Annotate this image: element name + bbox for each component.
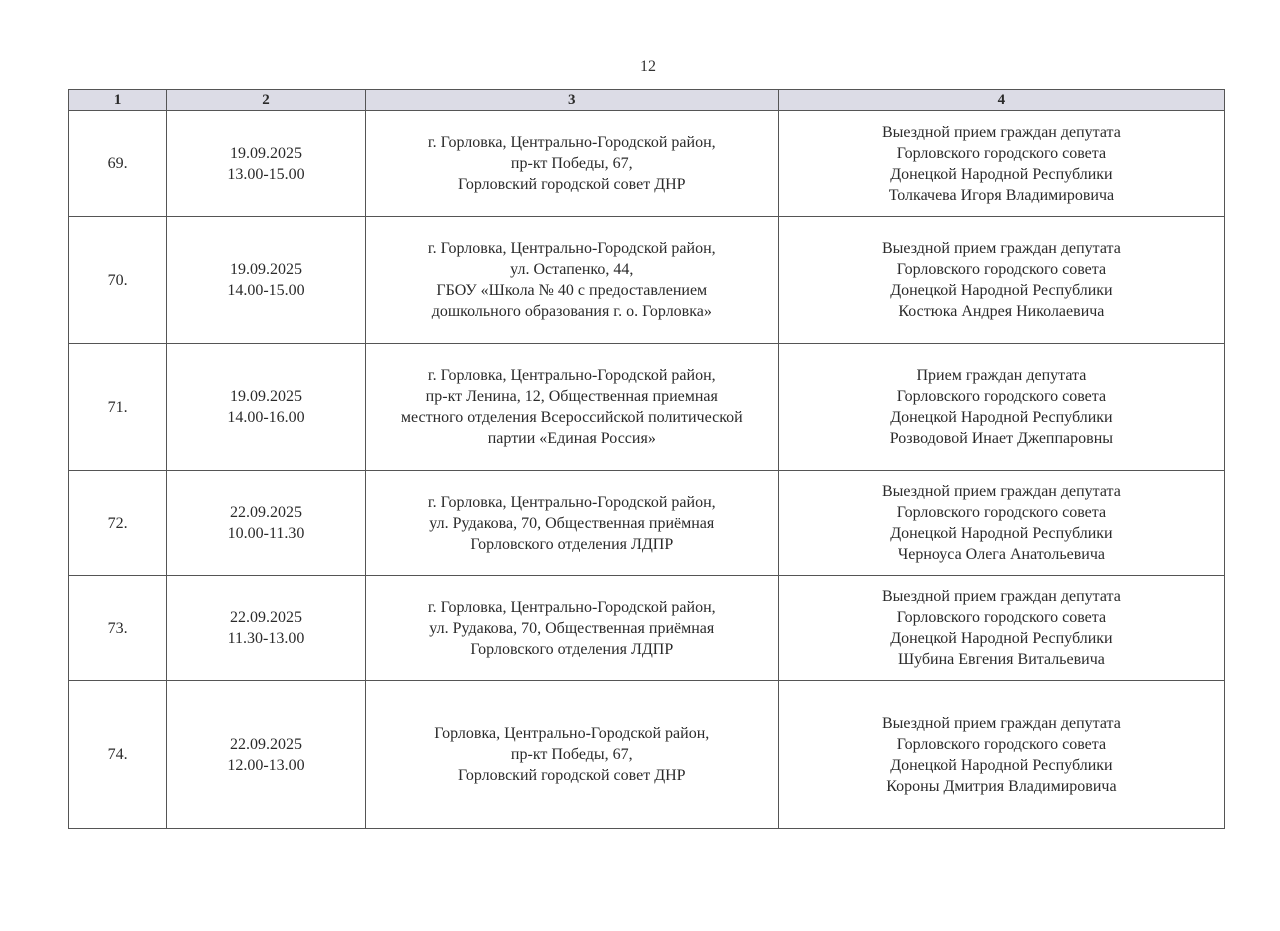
date-time-cell xyxy=(167,681,366,829)
time-text: 14.00-15.00 xyxy=(227,282,305,299)
event-line: Толкачева Игоря Владимировича xyxy=(888,186,1115,204)
time-text: 10.00-11.30 xyxy=(227,525,305,542)
place-cell xyxy=(365,681,778,829)
row-number: 70. xyxy=(69,217,167,344)
table-row xyxy=(69,111,1225,217)
time-text: 12.00-13.00 xyxy=(227,756,305,774)
event-line: Горловского городского совета xyxy=(896,388,1107,405)
row-number: 69. xyxy=(69,111,167,217)
date-text: 19.09.2025 xyxy=(230,261,302,278)
place-cell xyxy=(365,576,778,681)
place-line: пр-кт Победы, 67, xyxy=(510,746,633,763)
event-line: Донецкой Народной Республики xyxy=(890,409,1113,426)
event-line: Выездной прием граждан депутата xyxy=(881,483,1121,500)
place-line: пр-кт Победы, 67, xyxy=(510,155,633,172)
date-time-cell xyxy=(167,111,366,217)
event-line: Шубина Евгения Витальевича xyxy=(897,651,1105,668)
place-line: ул. Рудакова, 70, Общественная приёмная xyxy=(429,514,715,532)
column-header-4: 4 xyxy=(778,90,1224,111)
date-time-cell xyxy=(167,471,366,576)
place-line: г. Горловка, Центрально-Городской район, xyxy=(427,598,716,616)
schedule-table xyxy=(68,89,1225,829)
row-number: 73. xyxy=(69,576,167,681)
place-line: г. Горловка, Центрально-Городской район, xyxy=(427,134,716,151)
event-line: Черноуса Олега Анатольевича xyxy=(897,546,1105,563)
event-cell xyxy=(778,111,1224,217)
column-header-3: 3 xyxy=(365,90,778,111)
date-text: 22.09.2025 xyxy=(230,609,302,626)
page-number: 12 xyxy=(640,58,656,75)
place-line: Горловка, Центрально-Городской район, xyxy=(434,725,710,742)
event-line: Донецкой Народной Республики xyxy=(890,282,1113,299)
event-line: Горловского городского совета xyxy=(896,609,1107,626)
date-text: 22.09.2025 xyxy=(230,504,302,521)
event-line: Выездной прием граждан депутата xyxy=(881,123,1121,141)
table-row xyxy=(69,576,1225,681)
time-text: 13.00-15.00 xyxy=(227,165,305,183)
event-cell xyxy=(778,217,1224,344)
event-line: Горловского городского совета xyxy=(896,261,1107,278)
header-row xyxy=(69,90,1225,111)
place-line: дошкольного образования г. о. Горловка» xyxy=(431,303,712,320)
event-line: Выездной прием граждан депутата xyxy=(881,240,1121,257)
date-text: 19.09.2025 xyxy=(230,144,302,162)
event-line: Донецкой Народной Республики xyxy=(890,756,1113,774)
place-line: Горловский городской совет ДНР xyxy=(457,176,686,193)
table-row xyxy=(69,681,1225,829)
place-line: г. Горловка, Центрально-Городской район, xyxy=(427,493,716,511)
event-line: Горловского городского совета xyxy=(896,144,1107,162)
event-line: Розводовой Инает Джеппаровны xyxy=(889,430,1114,447)
place-line: партии «Единая Россия» xyxy=(487,430,656,447)
place-line: Горловский городской совет ДНР xyxy=(457,767,686,784)
place-line: местного отделения Всероссийской политической xyxy=(400,409,743,426)
place-line: Горловского отделения ЛДПР xyxy=(470,640,674,658)
place-line: Горловского отделения ЛДПР xyxy=(470,535,674,553)
place-line: ул. Рудакова, 70, Общественная приёмная xyxy=(429,619,715,637)
time-text: 14.00-16.00 xyxy=(227,409,305,426)
time-text: 11.30-13.00 xyxy=(227,630,305,647)
place-line: пр-кт Ленина, 12, Общественная приемная xyxy=(425,388,718,405)
date-time-cell xyxy=(167,344,366,471)
event-line: Выездной прием граждан депутата xyxy=(881,714,1121,732)
event-cell xyxy=(778,576,1224,681)
event-line: Горловского городского совета xyxy=(896,735,1107,753)
table-row xyxy=(69,344,1225,471)
event-cell xyxy=(778,471,1224,576)
date-text: 19.09.2025 xyxy=(230,388,302,405)
place-cell xyxy=(365,111,778,217)
row-number: 72. xyxy=(69,471,167,576)
event-line: Донецкой Народной Республики xyxy=(890,165,1113,183)
place-cell xyxy=(365,344,778,471)
place-line: г. Горловка, Центрально-Городской район, xyxy=(427,240,716,257)
event-line: Донецкой Народной Республики xyxy=(890,525,1113,542)
event-line: Выездной прием граждан депутата xyxy=(881,588,1121,605)
date-text: 22.09.2025 xyxy=(230,735,302,753)
place-line: ул. Остапенко, 44, xyxy=(510,261,634,278)
row-number: 71. xyxy=(69,344,167,471)
event-cell xyxy=(778,681,1224,829)
row-number: 74. xyxy=(69,681,167,829)
event-line: Донецкой Народной Республики xyxy=(890,630,1113,647)
table-row xyxy=(69,217,1225,344)
place-line: ГБОУ «Школа № 40 с предоставлением xyxy=(436,282,708,299)
date-time-cell xyxy=(167,576,366,681)
place-cell xyxy=(365,471,778,576)
place-cell xyxy=(365,217,778,344)
table-row xyxy=(69,471,1225,576)
place-line: г. Горловка, Центрально-Городской район, xyxy=(427,367,716,384)
column-header-2: 2 xyxy=(167,90,366,111)
event-cell xyxy=(778,344,1224,471)
event-line: Костюка Андрея Николаевича xyxy=(898,303,1105,320)
column-header-1: 1 xyxy=(69,90,167,111)
date-time-cell xyxy=(167,217,366,344)
event-line: Короны Дмитрия Владимировича xyxy=(886,777,1117,795)
event-line: Горловского городского совета xyxy=(896,504,1107,521)
event-line: Прием граждан депутата xyxy=(916,367,1087,384)
